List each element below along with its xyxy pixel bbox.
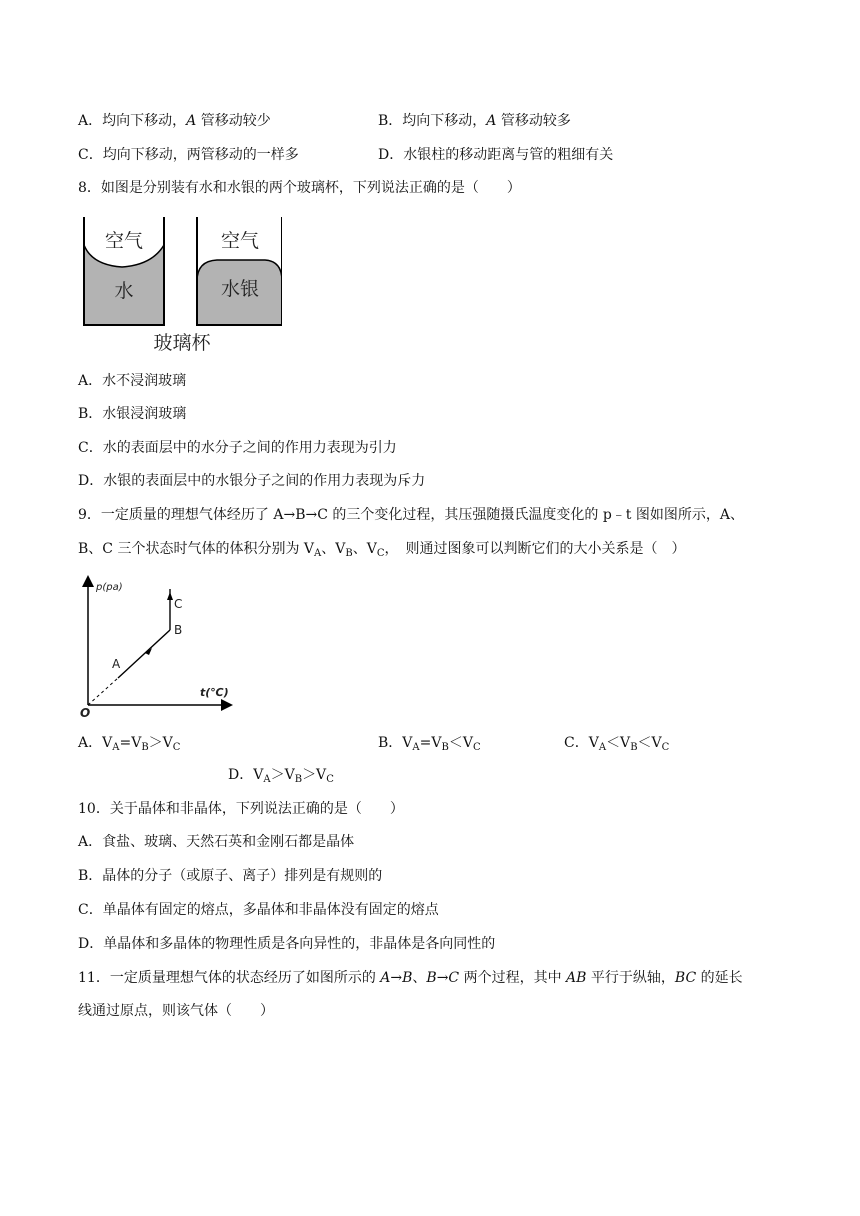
right-mercury-label: 水银 xyxy=(220,278,260,300)
q10-option-a: A．食盐、玻璃、天然石英和金刚石都是晶体 xyxy=(78,834,355,850)
q10-option-d: D．单晶体和多晶体的物理性质是各向异性的，非晶体是各向同性的 xyxy=(78,936,496,952)
q10-option-b: B．晶体的分子（或原子、离子）排列是有规则的 xyxy=(78,868,383,884)
q8-option-b: B．水银浸润玻璃 xyxy=(78,406,187,422)
q11-stem-line1: 11．一定质量理想气体的状态经历了如图所示的 A→B、B→C 两个过程，其中 AB 平行于纵轴，BC 的延长 xyxy=(78,970,743,986)
q10-stem: 10．关于晶体和非晶体，下列说法正确的是（ ） xyxy=(78,801,404,817)
q11-stem-line2: 线通过原点，则该气体（ ） xyxy=(78,1003,274,1019)
q8-option-a: A．水不浸润玻璃 xyxy=(78,373,187,389)
q9-option-d: D．$V_A>V_B>V_C$ xyxy=(228,767,334,785)
point-c-label: C xyxy=(174,597,183,611)
left-water-label: 水 xyxy=(114,280,134,302)
q9-option-b: B．$V_A=V_B<V_C$ xyxy=(378,735,481,753)
q8-stem: 8．如图是分别装有水和水银的两个玻璃杯，下列说法正确的是（ ） xyxy=(78,180,521,196)
left-air-label: 空气 xyxy=(104,230,144,252)
q9-stem-line2: B、C 三个状态时气体的体积分别为 $V_A$、$V_B$、$V_C$， 则通过图象可以判断它们的大小关系是（ ） xyxy=(78,541,686,559)
point-a-label: A xyxy=(112,657,121,671)
dashed-extension xyxy=(88,678,118,705)
q9-option-c: C．$V_A<V_B<V_C$ xyxy=(564,735,670,753)
q9-pt-graph xyxy=(74,572,244,720)
arrow-b-to-c xyxy=(167,592,173,600)
q8-option-c: C．水的表面层中的水分子之间的作用力表现为引力 xyxy=(78,440,397,456)
x-axis-label: t(℃) xyxy=(200,686,229,699)
beaker-caption: 玻璃杯 xyxy=(153,332,211,354)
q7-option-d: D．水银柱的移动距离与管的粗细有关 xyxy=(378,147,614,163)
q9-stem-line1: 9．一定质量的理想气体经历了 A→B→C 的三个变化过程，其压强随摄氏温度变化的 p﹣t 图如图所示，A、 xyxy=(78,507,744,523)
point-b-label: B xyxy=(174,623,183,637)
q8-option-d: D．水银的表面层中的水银分子之间的作用力表现为斥力 xyxy=(78,473,426,489)
y-axis-label: p(pa) xyxy=(96,582,123,593)
q8-beaker-figure xyxy=(82,215,282,355)
q7-option-c: C．均向下移动，两管移动的一样多 xyxy=(78,147,299,163)
line-a-to-b xyxy=(118,630,170,678)
right-air-label: 空气 xyxy=(220,230,260,252)
q9-option-a: A．$V_A=V_B>V_C$ xyxy=(78,735,181,753)
q10-option-c: C．单晶体有固定的熔点，多晶体和非晶体没有固定的熔点 xyxy=(78,902,439,918)
q7-option-a: A．均向下移动，A 管移动较少 xyxy=(78,113,271,129)
q7-option-b: B．均向下移动，A 管移动较多 xyxy=(378,113,571,129)
origin-label: O xyxy=(80,706,91,720)
